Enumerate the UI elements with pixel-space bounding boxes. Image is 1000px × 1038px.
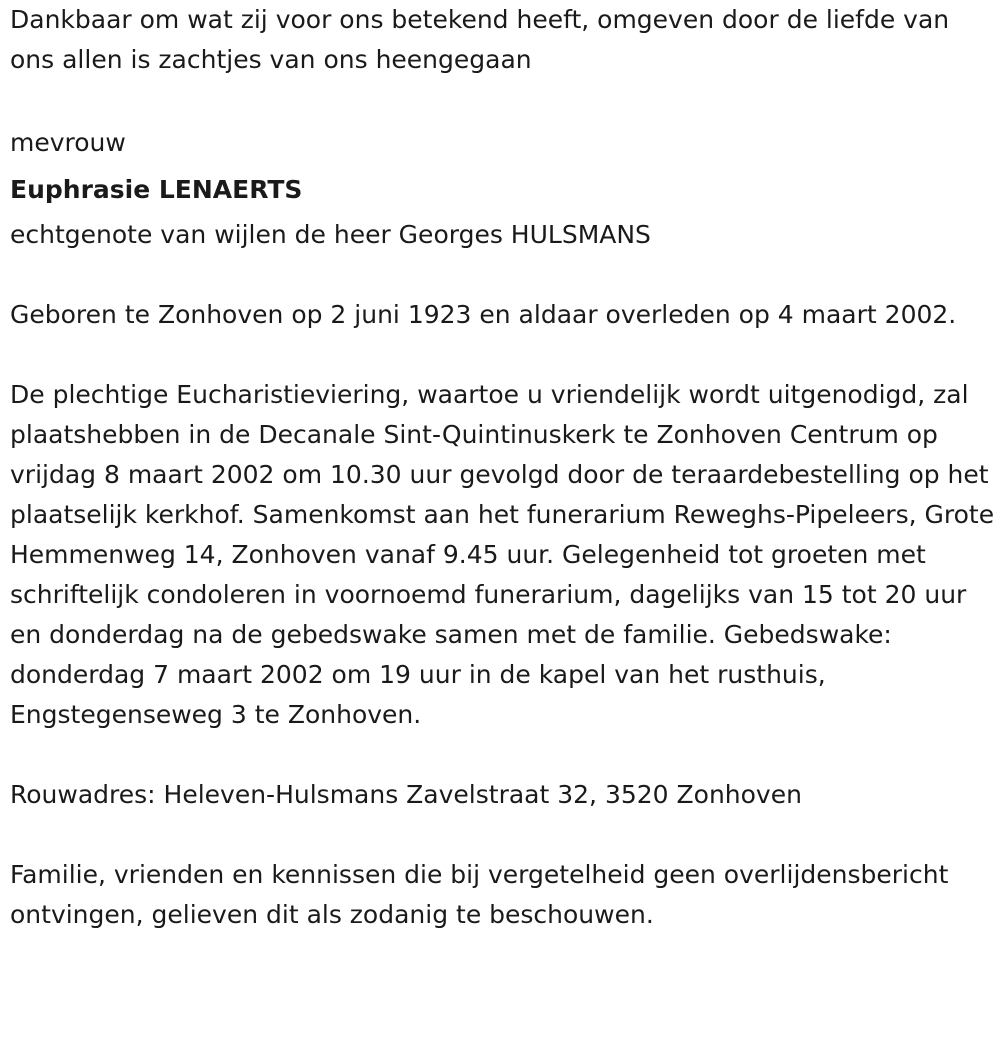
mourning-address: Rouwadres: Heleven-Hulsmans Zavelstraat 32, 3520 Zonhoven [10, 780, 802, 809]
intro-text: Dankbaar om wat zij voor ons betekend heeft, omgeven door de liefde van ons allen is zachtjes van ons heengegaan [10, 5, 950, 74]
spacer [10, 735, 995, 775]
closing-text: Familie, vrienden en kennissen die bij vergetelheid geen overlijdensbericht ontvingen, gelieven dit als zodanig te beschouwen. [10, 860, 949, 929]
ceremony-text: De plechtige Eucharistieviering, waartoe u vriendelijk wordt uitgenodigd, zal plaatshebben in de Decanale Sint-Quintinuskerk te Zonhoven Centrum op vrijdag 8 maart 2002 om 10.30 uur gevolgd door de teraardebestelling op het plaatselijk kerkhof. Samenkomst aan het funerarium Reweghs-Pipeleers, Grote Hemmenweg 14, Zonhoven vanaf 9.45 uur. Gelegenheid tot groeten met schriftelijk condoleren in voornoemd funerarium, dagelijks van 15 tot 20 uur en donderdag na de gebedswake samen met de familie. Gebedswake: donderdag 7 maart 2002 om 19 uur in de kapel van het rusthuis, Engstegenseweg 3 te Zonhoven. [10, 380, 995, 729]
salutation: mevrouw [10, 128, 126, 157]
birth-death-text: Geboren te Zonhoven op 2 juni 1923 en aldaar overleden op 4 maart 2002. [10, 300, 957, 329]
spacer [10, 80, 995, 120]
spouse-line: echtgenote van wijlen de heer Georges HULSMANS [10, 220, 651, 249]
spacer [10, 335, 995, 375]
obituary-document [10, 0, 995, 935]
deceased-name: Euphrasie LENAERTS [10, 175, 303, 204]
spacer [10, 815, 995, 855]
spacer [10, 255, 995, 295]
